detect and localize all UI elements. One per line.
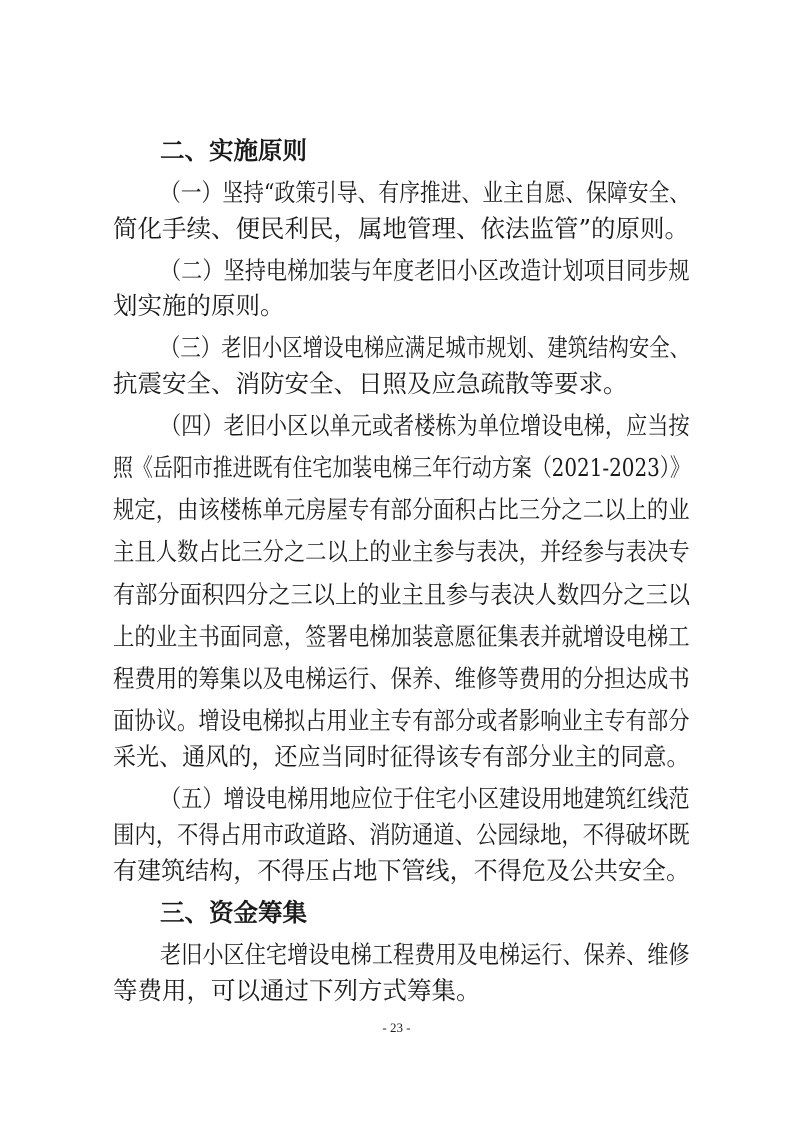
principle-3-line-2: 抗震安全、消防安全、日照及应急疏散等要求。 [113,369,628,398]
principle-4-line-9: 采光、通风的，还应当同时征得该专有部分业主的同意。 [113,742,690,771]
principle-4-line-7: 程费用的筹集以及电梯运行、保养、维修等费用的分担达成书 [113,664,690,693]
section-heading-fund-raising: 三、资金筹集 [160,898,307,927]
principle-5-line-1: （五）增设电梯用地应位于住宅小区建设用地建筑红线范 [160,784,690,813]
principle-2-line-1: （二）坚持电梯加装与年度老旧小区改造计划项目同步规 [160,256,690,285]
section-heading-implementation-principles: 二、实施原则 [160,136,307,165]
principle-1-line-1: （一）坚持“政策引导、有序推进、业主自愿、保障安全、 [160,178,691,207]
principle-2-line-2: 划实施的原则。 [113,291,285,320]
principle-3-line-1: （三）老旧小区增设电梯应满足城市规划、建筑结构安全、 [160,333,690,362]
principle-4-line-1: （四）老旧小区以单元或者楼栋为单位增设电梯，应当按 [160,411,690,440]
principle-1-line-2: 简化手续、便民利民，属地管理、依法监管”的原则。 [113,214,690,243]
principle-4-line-8: 面协议。增设电梯拟占用业主专有部分或者影响业主专有部分 [113,706,690,735]
fund-raising-para-line-1: 老旧小区住宅增设电梯工程费用及电梯运行、保养、维修 [160,940,690,969]
principle-4-line-5: 有部分面积四分之三以上的业主且参与表决人数四分之三以 [113,580,690,609]
page-number: - 23 - [382,1020,411,1035]
principle-5-line-2: 围内，不得占用市政道路、消防通道、公园绿地，不得破坏既 [113,820,690,849]
principle-4-line-3: 规定，由该楼栋单元房屋专有部分面积占比三分之二以上的业 [113,495,690,524]
principle-5-line-3: 有建筑结构，不得压占地下管线，不得危及公共安全。 [113,856,691,885]
principle-4-line-6: 上的业主书面同意，签署电梯加装意愿征集表并就增设电梯工 [113,622,690,651]
principle-4-line-4: 主且人数占比三分之二以上的业主参与表决，并经参与表决专 [113,537,690,566]
fund-raising-para-line-2: 等费用，可以通过下列方式筹集。 [113,976,481,1005]
principle-4-line-2: 照《岳阳市推进既有住宅加装电梯三年行动方案（2021-2023）》 [113,453,690,482]
